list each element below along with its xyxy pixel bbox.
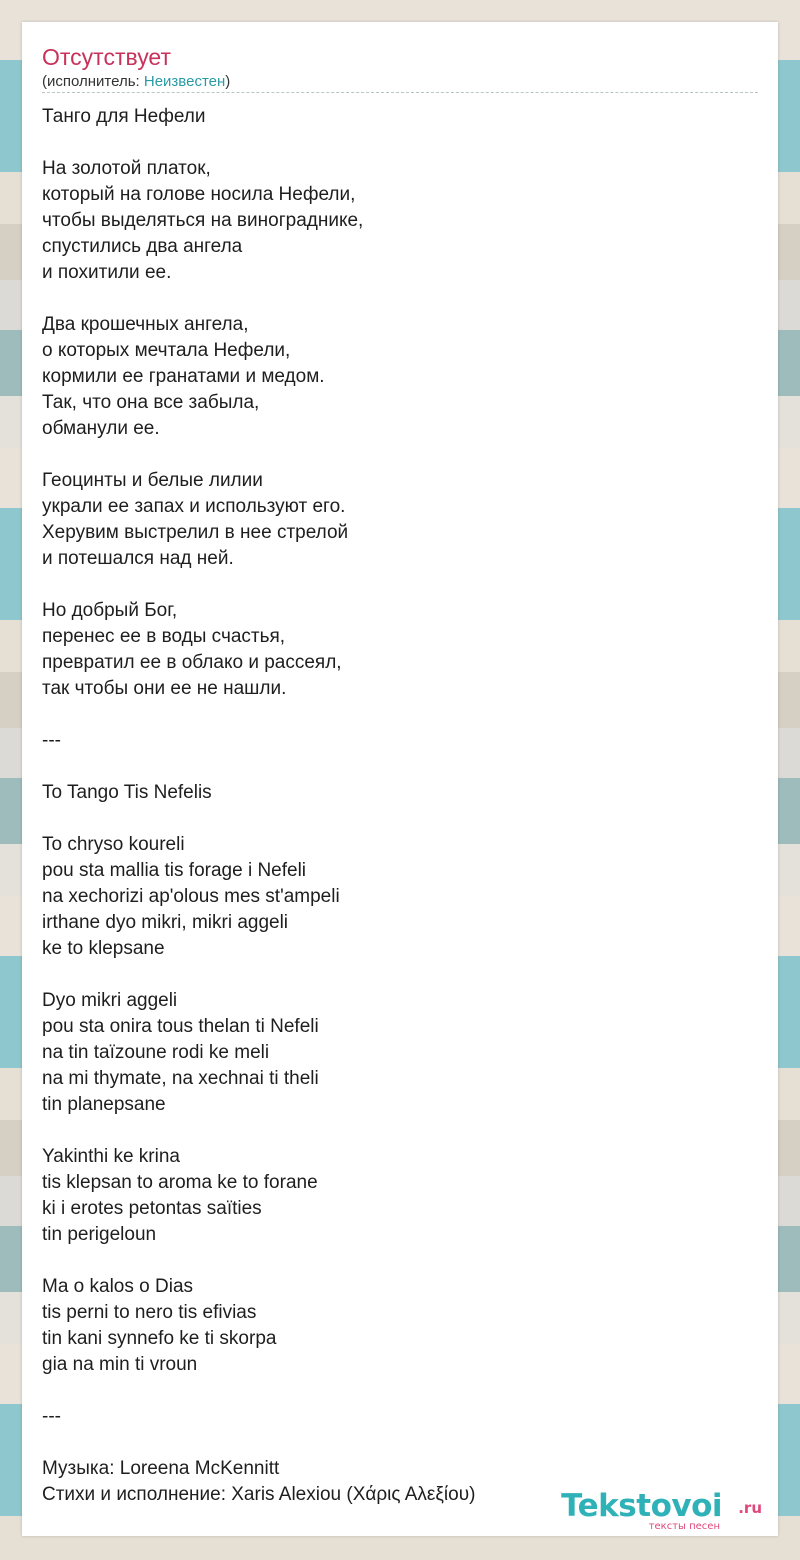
- header-divider: [42, 92, 758, 93]
- artist-link[interactable]: Неизвестен: [143, 73, 226, 90]
- artist-suffix: ): [225, 73, 231, 90]
- song-title: Отсутствует: [42, 44, 171, 70]
- artist-line: [42, 72, 230, 92]
- site-logo[interactable]: [560, 1488, 770, 1536]
- logo-wordmark: Tekstovoi: [561, 1488, 722, 1524]
- lyrics-text: Танго для Нефели На золотой платок, который на голове носила Нефели, чтобы выделяться на винограднике, спустились два ангела и похитили ее. Два крошечных ангела, о которых мечтала Нефели, кормили ее гранатами и медом. Так, что она все забыла, обманули ее. Геоцинты и белые лилии украли ее запах и используют его. Херувим выстрелил в нее стрелой и потешался над ней. Но добрый Бог, перенес ее в воды счастья, превратил ее в облако и рассеял, так чтобы они ее не нашли. --- To Tango Tis Nefelis To chryso koureli pou sta mallia tis forage i Nefeli na xechorizi ap'olous mes st'ampeli irthane dyo mikri, mikri aggeli ke to klepsane Dyo mikri aggeli pou sta onira tous thelan ti Nefeli na tin taïzoune rodi ke meli na mi thymate, na xechnai ti theli tin planepsane Yakinthi ke krina tis klepsan to aroma ke to forane ki i erotes petontas saïties tin perigeloun Ma o kalos o Dias tis perni to nero tis efivias tin kani synnefo ke ti skorpa gia na min ti vroun --- Музыка: Loreena McKennitt Стихи и исполнение: Xaris Alexiou (Χάρις Αλεξίου): [42, 106, 476, 1505]
- artist-prefix: (исполнитель:: [42, 73, 144, 90]
- lyrics-card: [22, 22, 778, 1536]
- logo-tagline: тексты песен: [648, 1521, 720, 1532]
- logo-domain: .ru: [738, 1499, 762, 1517]
